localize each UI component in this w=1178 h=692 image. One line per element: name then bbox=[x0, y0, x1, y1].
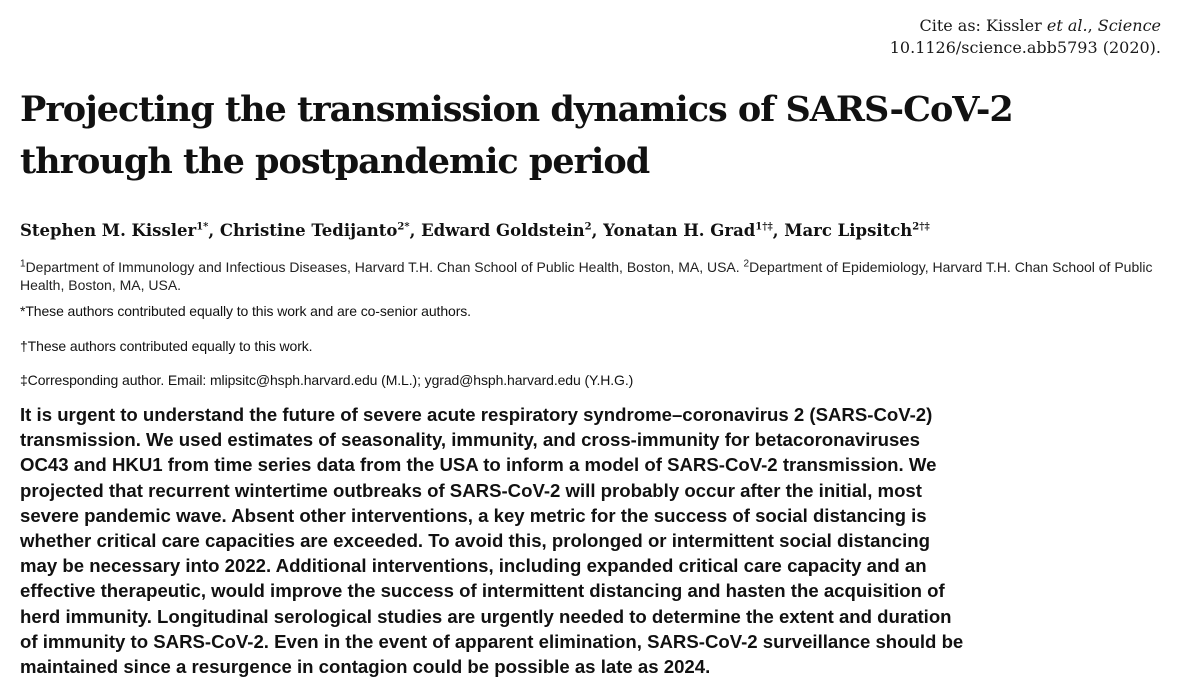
author-marks: 1* bbox=[196, 221, 209, 233]
abstract bbox=[20, 402, 1168, 679]
citation-block bbox=[890, 15, 1161, 59]
note-equal-contribution: †These authors contributed equally to this work. bbox=[20, 338, 313, 354]
abstract-line: herd immunity. Longitudinal serological studies are urgently needed to determine the extent and duration bbox=[20, 605, 952, 627]
author-name: Yonatan H. Grad bbox=[603, 221, 756, 240]
abstract-line: effective therapeutic, would improve the success of intermittent distancing and hasten the acquisition of bbox=[20, 580, 945, 602]
author bbox=[20, 221, 220, 240]
citation-doi: 10.1126/science.abb5793 (2020). bbox=[889, 38, 1161, 57]
abstract-line: projected that recurrent wintertime outbreaks of SARS-CoV-2 will probably occur after the initial, most bbox=[20, 479, 922, 501]
author-name: Marc Lipsitch bbox=[784, 221, 913, 240]
citation-line bbox=[890, 15, 1161, 37]
note-co-senior: *These authors contributed equally to this work and are co-senior authors. bbox=[20, 303, 471, 319]
author-marks: 2* bbox=[397, 221, 410, 233]
affiliation-text: Department of Immunology and Infectious Diseases, Harvard T.H. Chan School of Public Health, Boston, MA, USA. bbox=[25, 259, 744, 275]
author-separator: , bbox=[772, 221, 785, 240]
title-line-2: through the postpandemic period bbox=[20, 141, 650, 182]
affiliations bbox=[20, 258, 1160, 294]
abstract-line: severe pandemic wave. Absent other interventions, a key metric for the success of social distancing is bbox=[20, 504, 927, 526]
affiliation-number: 1 bbox=[20, 258, 26, 270]
author-separator: , bbox=[208, 221, 220, 240]
author-name: Stephen M. Kissler bbox=[20, 221, 197, 240]
citation-separator: , bbox=[1087, 16, 1098, 35]
note-corresponding-author: ‡Corresponding author. Email: mlipsitc@hsph.harvard.edu (M.L.); ygrad@hsph.harvard.edu (Y.H.G.) bbox=[20, 372, 634, 388]
citation-et-al: et al. bbox=[1046, 16, 1088, 35]
author bbox=[603, 221, 784, 240]
abstract-line: It is urgent to understand the future of severe acute respiratory syndrome–coronavirus 2 (SARS-CoV-2) bbox=[20, 404, 933, 425]
author-marks: 2†‡ bbox=[912, 221, 930, 233]
abstract-line: may be necessary into 2022. Additional interventions, including expanded critical care capacity and an bbox=[20, 555, 927, 577]
paper-title bbox=[20, 84, 1140, 188]
author-name: Christine Tedijanto bbox=[219, 221, 398, 240]
abstract-line: transmission. We used estimates of seasonality, immunity, and cross-immunity for betacoronaviruses bbox=[20, 429, 920, 451]
affiliation-number: 2 bbox=[743, 258, 750, 270]
abstract-line: whether critical care capacities are exceeded. To avoid this, prolonged or intermittent social distancing bbox=[20, 530, 930, 552]
author-marks: 1†‡ bbox=[755, 221, 773, 233]
citation-prefix: Cite as: Kissler bbox=[919, 16, 1047, 35]
abstract-line: maintained since a resurgence in contagion could be possible as late as 2024. bbox=[20, 656, 711, 678]
author bbox=[220, 221, 421, 240]
abstract-line: OC43 and HKU1 from time series data from the USA to inform a model of SARS-CoV-2 transmission. We bbox=[20, 454, 937, 476]
author-separator: , bbox=[409, 221, 422, 240]
author bbox=[421, 221, 603, 240]
author-separator: , bbox=[591, 221, 604, 240]
affiliation-text: Department of Epidemiology, Harvard T.H. Chan School of Public Health, Boston, MA, USA. bbox=[20, 259, 1153, 293]
abstract-line: of immunity to SARS-CoV-2. Even in the event of apparent elimination, SARS-CoV-2 surveillance should be bbox=[20, 630, 964, 652]
author-marks: 2 bbox=[584, 221, 592, 233]
author bbox=[784, 221, 930, 240]
author-list bbox=[20, 219, 1160, 243]
citation-journal: Science bbox=[1097, 16, 1161, 35]
author-name: Edward Goldstein bbox=[421, 221, 585, 240]
title-line-1: Projecting the transmission dynamics of SARS-CoV-2 bbox=[20, 89, 1013, 130]
